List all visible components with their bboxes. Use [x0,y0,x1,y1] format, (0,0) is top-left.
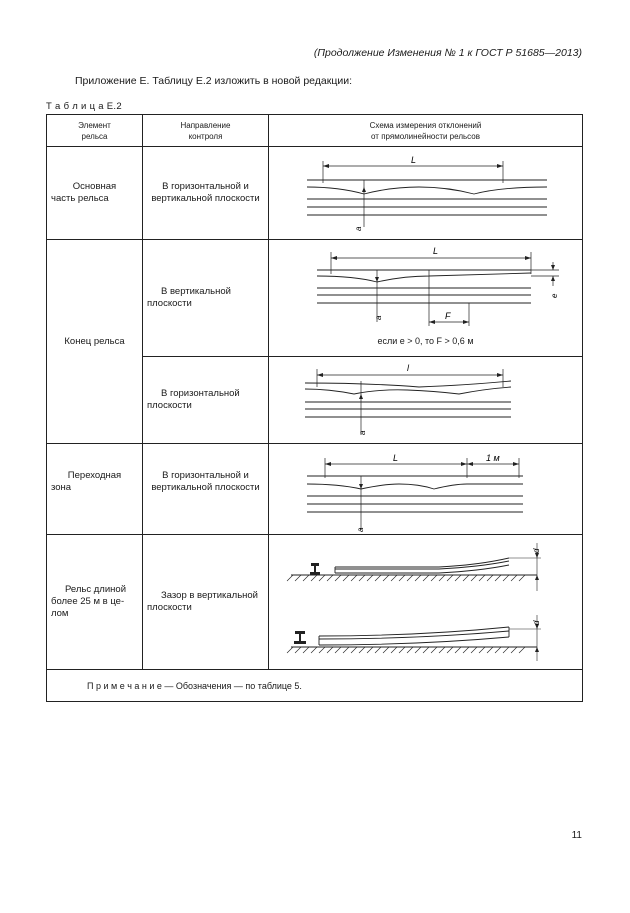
table-header-row [47,115,583,147]
intro-paragraph: Приложение Е. Таблицу Е.2 изложить в новой редакции: [75,75,353,87]
rail-profile-icon [310,563,320,575]
label-d: d [532,548,541,553]
table-row-end-vertical [47,240,583,357]
table-note: П р и м е ч а н и е — Обозначения — по таблице 5. [47,670,583,702]
table-title: Т а б л и ц а Е.2 [46,101,122,112]
cell-direction-end-horizontal: В горизонтальной плоскости [143,357,269,444]
table-row-transition [47,444,583,535]
rail-main-part-drawing [269,147,583,239]
diagram-whole-rail [269,535,583,670]
label-L: L [393,453,399,463]
condition-text: если е > 0, то F > 0,6 м [377,336,474,346]
cell-element-main-part: Основная часть рельса [47,147,143,240]
cell-element-transition: Переходная зона [47,444,143,535]
cell-direction-end-vertical: В вертикальной плоскости [143,240,269,357]
label-L: L [433,246,439,256]
diagram-end-horizontal [269,357,583,444]
label-F: F [445,311,451,321]
column-header-element: Элемент рельса [47,115,143,147]
rail-transition-drawing [269,444,583,534]
cell-direction-main-part: В горизонтальной и вертикальной плоскости [143,147,269,240]
label-l: l [407,363,409,373]
diagram-main-part [269,147,583,240]
label-a: a [354,226,363,231]
label-e: e [550,293,559,298]
rail-whole-drawing [269,535,583,669]
deviation-table [46,114,583,702]
table-row-whole-rail [47,535,583,670]
table-row-main-part [47,147,583,240]
diagram-end-vertical [269,240,583,357]
cell-element-end: Конец рельса [47,240,143,444]
label-one-meter: 1 м [486,453,500,463]
label-a: a [374,315,383,320]
continuation-header: (Продолжение Изменения № 1 к ГОСТ Р 51685—2013) [313,47,582,59]
column-header-scheme: Схема измерения отклонений от прямолинейности рельсов [269,115,583,147]
table-note-row [47,670,583,702]
label-a: a [358,430,367,435]
diagram-transition [269,444,583,535]
page-number: 11 [571,830,582,841]
label-a: a [356,527,365,532]
cell-element-whole-rail: Рельс длиной более 25 м в це- лом [47,535,143,670]
rail-end-horizontal-drawing [269,357,583,443]
rail-profile-icon [294,631,306,644]
cell-direction-transition: В горизонтальной и вертикальной плоскости [143,444,269,535]
column-header-direction: Направление контроля [143,115,269,147]
cell-direction-whole-rail: Зазор в вертикальной плоскости [143,535,269,670]
label-d: d [532,620,541,625]
label-L: L [411,155,417,165]
